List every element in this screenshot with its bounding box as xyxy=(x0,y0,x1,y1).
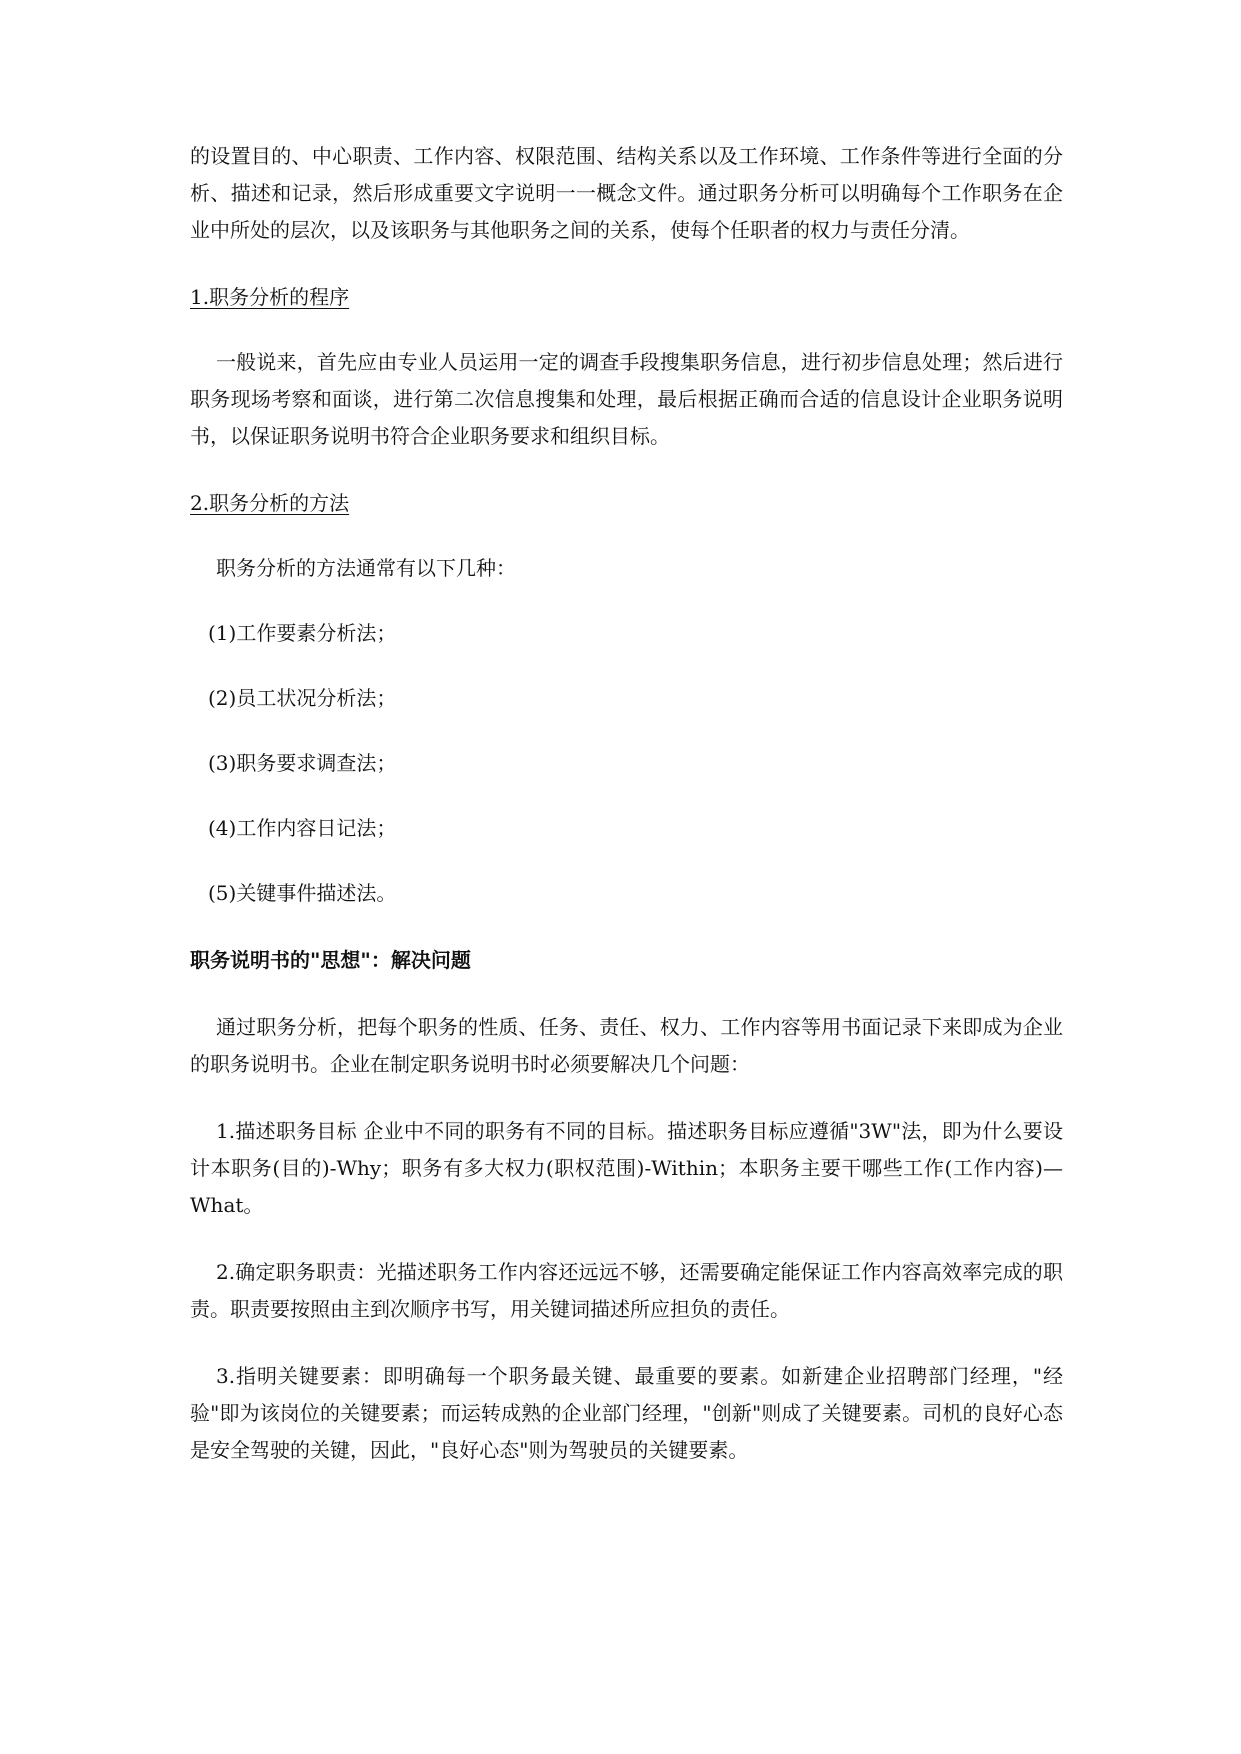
section-heading-job-description: 职务说明书的"思想"：解决问题 xyxy=(190,948,471,972)
methods-lead-paragraph: 职务分析的方法通常有以下几种： xyxy=(216,556,516,580)
intro-paragraph: 的设置目的、中心职责、工作内容、权限范围、结构关系以及工作环境、工作条件等进行全面的分析、描述和记录，然后形成重要文字说明一一概念文件。通过职务分析可以明确每个工作职务在企业中所处的层次，以及该职务与其他职务之间的关系，使每个任职者的权力与责任分清。 xyxy=(190,144,1063,242)
list-item: (5)关键事件描述法。 xyxy=(208,881,397,905)
list-item: (3)职务要求调查法； xyxy=(208,751,397,775)
point-paragraph: 3.指明关键要素：即明确每一个职务最关键、最重要的要素。如新建企业招聘部门经理，"经验"即为该岗位的关键要素；而运转成熟的企业部门经理，"创新"则成了关键要素。司机的良好心态是安全驾驶的关键，因此，"良好心态"则为驾驶员的关键要素。 xyxy=(190,1364,1063,1462)
list-item: (4)工作内容日记法； xyxy=(208,816,397,840)
list-item: (2)员工状况分析法； xyxy=(208,686,397,710)
section-heading-procedure: 1.职务分析的程序 xyxy=(190,285,350,309)
document-page xyxy=(190,138,1063,1469)
point-paragraph: 2.确定职务职责：光描述职务工作内容还远远不够，还需要确定能保证工作内容高效率完成的职责。职责要按照由主到次顺序书写，用关键词描述所应担负的责任。 xyxy=(190,1260,1063,1321)
methods-list xyxy=(190,615,1063,912)
point-paragraph: 1.描述职务目标 企业中不同的职务有不同的目标。描述职务目标应遵循"3W"法，即为什么要设计本职务(目的)-Why；职务有多大权力(职权范围)-Within；本职务主要干哪些工作(工作内容)—What。 xyxy=(190,1119,1063,1217)
job-description-paragraph: 通过职务分析，把每个职务的性质、任务、责任、权力、工作内容等用书面记录下来即成为企业的职务说明书。企业在制定职务说明书时必须要解决几个问题： xyxy=(190,1015,1063,1076)
section-heading-methods: 2.职务分析的方法 xyxy=(190,491,350,515)
procedure-paragraph: 一般说来，首先应由专业人员运用一定的调查手段搜集职务信息，进行初步信息处理；然后进行职务现场考察和面谈，进行第二次信息搜集和处理，最后根据正确而合适的信息设计企业职务说明书，以保证职务说明书符合企业职务要求和组织目标。 xyxy=(190,350,1063,448)
list-item: (1)工作要素分析法； xyxy=(208,621,397,645)
